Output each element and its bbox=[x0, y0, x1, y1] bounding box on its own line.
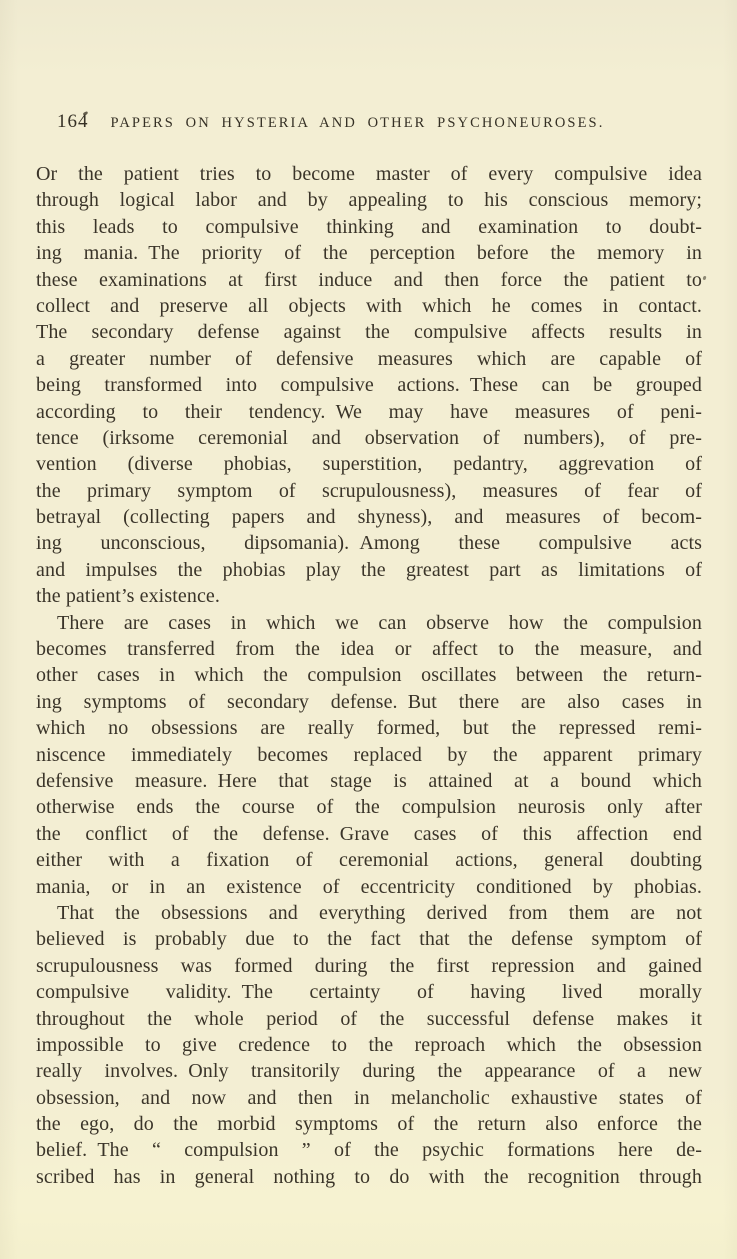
paragraph bbox=[36, 610, 702, 900]
ink-speck bbox=[703, 276, 707, 281]
running-header-title: PAPERS ON HYSTERIA AND OTHER PSYCHONEUROSES. bbox=[110, 115, 605, 131]
text-line: according to their tendency. We may have measures of peni- bbox=[36, 400, 702, 423]
text-line: the patient’s existence. bbox=[36, 585, 221, 608]
text-line: impossible to give credence to the reproach which the obsession bbox=[36, 1033, 702, 1056]
page-number: 164 bbox=[57, 111, 89, 132]
text-line: the primary symptom of scrupulousness), measures of fear of bbox=[36, 479, 702, 502]
text-line: the ego, do the morbid symptoms of the return also enforce the bbox=[36, 1113, 702, 1136]
text-line: ing mania. The priority of the perception before the memory in bbox=[36, 242, 702, 265]
text-line: throughout the whole period of the successful defense makes it bbox=[36, 1007, 702, 1030]
text-line: That the obsessions and everything derived from them are not bbox=[57, 901, 702, 924]
text-line: this leads to compulsive thinking and examination to doubt- bbox=[36, 215, 702, 238]
text-line: other cases in which the compulsion oscillates between the return- bbox=[36, 664, 702, 687]
text-line: scrupulousness was formed during the first repression and gained bbox=[36, 954, 702, 977]
text-line: really involves. Only transitorily during the appearance of a new bbox=[36, 1060, 702, 1083]
text-line: There are cases in which we can observe how the compulsion bbox=[57, 611, 702, 634]
text-line: Or the patient tries to become master of every compulsive idea bbox=[36, 163, 702, 185]
text-line: otherwise ends the course of the compulsion neurosis only after bbox=[36, 796, 702, 819]
text-line: and impulses the phobias play the greatest part as limitations of bbox=[36, 558, 702, 581]
text-line: betrayal (collecting papers and shyness), and measures of becom- bbox=[36, 506, 702, 529]
text-line: niscence immediately becomes replaced by the apparent primary bbox=[36, 743, 702, 766]
text-line: The secondary defense against the compulsive affects results in bbox=[36, 321, 702, 344]
text-line: a greater number of defensive measures which are capable of bbox=[36, 347, 702, 370]
text-line: either with a fixation of ceremonial actions, general doubting bbox=[36, 849, 702, 872]
page-body bbox=[36, 161, 702, 1190]
text-line: belief. The “ compulsion ” of the psychic formations here de- bbox=[36, 1139, 702, 1162]
text-line: collect and preserve all objects with which he comes in contact. bbox=[36, 294, 702, 317]
text-line: defensive measure. Here that stage is attained at a bound which bbox=[36, 769, 702, 792]
text-line: vention (diverse phobias, superstition, pedantry, aggrevation of bbox=[36, 453, 702, 476]
text-line: being transformed into compulsive actions. These can be grouped bbox=[36, 374, 702, 397]
paragraph bbox=[36, 161, 702, 610]
text-line: obsession, and now and then in melancholic exhaustive states of bbox=[36, 1086, 702, 1109]
text-line: these examinations at first induce and then force the patient to bbox=[36, 268, 702, 291]
text-line: mania, or in an existence of eccentricity conditioned by phobias. bbox=[36, 875, 702, 898]
text-line: ing unconscious, dipsomania). Among these compulsive acts bbox=[36, 532, 702, 555]
text-line: compulsive validity. The certainty of having lived morally bbox=[36, 981, 702, 1004]
text-line: the conflict of the defense. Grave cases of this affection end bbox=[36, 822, 702, 845]
text-line: scribed has in general nothing to do with the recognition through bbox=[36, 1165, 702, 1188]
running-header bbox=[57, 111, 657, 133]
text-line: ing symptoms of secondary defense. But there are also cases in bbox=[36, 690, 702, 713]
text-line: believed is probably due to the fact that the defense symptom of bbox=[36, 928, 702, 951]
paragraph bbox=[36, 900, 702, 1190]
text-line: tence (irksome ceremonial and observation of numbers), of pre- bbox=[36, 426, 702, 449]
text-line: becomes transferred from the idea or affect to the measure, and bbox=[36, 638, 702, 661]
text-line: through logical labor and by appealing to his conscious memory; bbox=[36, 189, 702, 212]
text-line: which no obsessions are really formed, but the repressed remi- bbox=[36, 717, 702, 740]
